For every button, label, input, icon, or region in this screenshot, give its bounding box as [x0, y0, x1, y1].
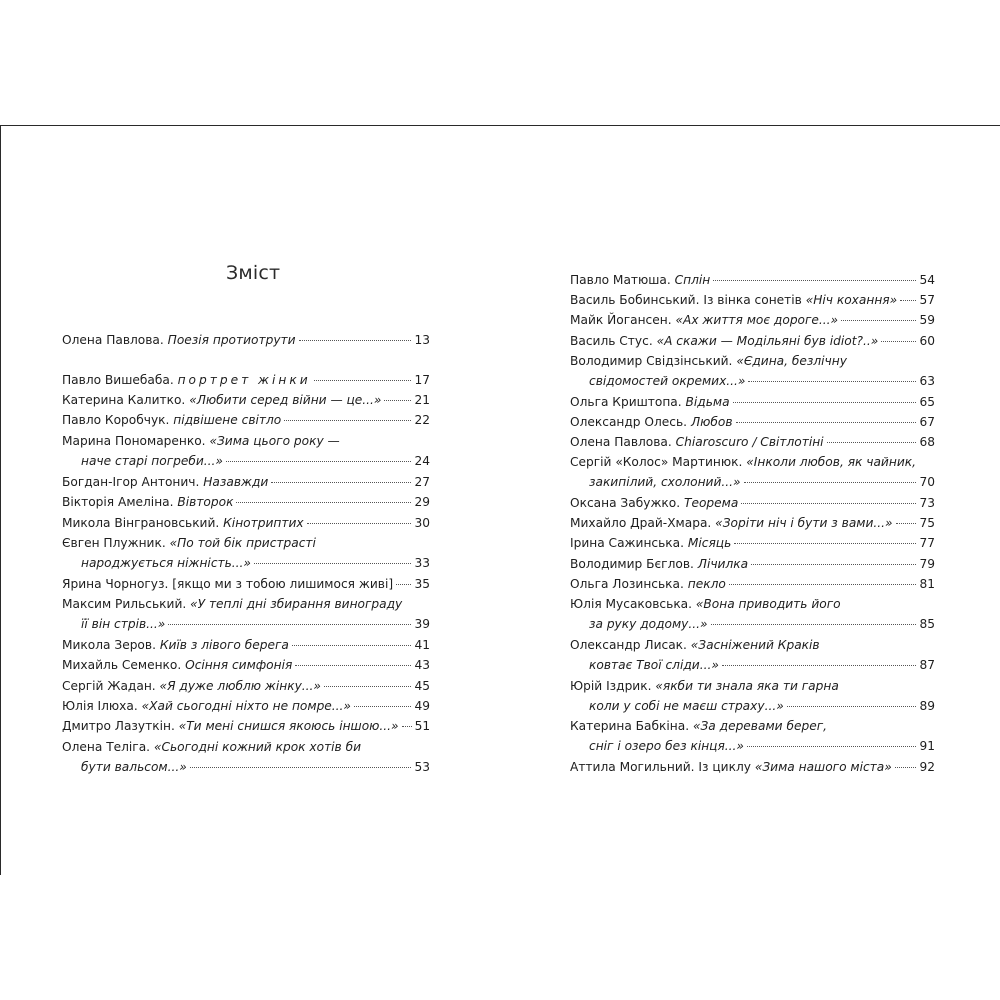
page-number: 85 [919, 617, 935, 632]
page-number: 87 [919, 658, 935, 673]
entry-title: за руку додому...» [589, 617, 708, 632]
dot-leader [733, 402, 917, 403]
entry-author: Богдан-Ігор Антонич. [62, 475, 204, 489]
page-number: 59 [919, 313, 935, 327]
entry-author: Сергій Жадан. [62, 679, 160, 693]
entry-author: Володимир Свідзінський. [570, 354, 737, 368]
toc-entry-line [570, 533, 935, 553]
toc-entry[interactable] [570, 310, 935, 330]
toc-entry-text [589, 655, 719, 675]
entry-title: закипілий, схолоний...» [589, 475, 741, 490]
entry-author: Володимир Бєглов. [570, 557, 698, 571]
toc-entry[interactable] [570, 351, 935, 392]
entry-author: Павло Вишебаба. [62, 373, 178, 387]
entry-title: Поезія протиотрути [167, 333, 296, 347]
page-number: 77 [919, 536, 935, 550]
toc-entry-line [570, 554, 935, 574]
entry-author: Ольга Криштопа. [570, 395, 686, 409]
entry-title: «Зорiти ніч і бути з вами...» [715, 516, 893, 530]
toc-entry-text [570, 310, 838, 330]
toc-entry-line [570, 493, 935, 513]
page-number: 24 [414, 454, 430, 469]
page-number: 67 [919, 415, 935, 429]
page-number: 39 [414, 617, 430, 632]
toc-entry-line [570, 472, 935, 492]
dot-leader [736, 422, 917, 423]
entry-title: Вівторок [177, 495, 234, 509]
toc-entry-line [570, 594, 935, 614]
toc-entry-text [570, 331, 878, 351]
entry-author: Юрій Іздрик. [570, 679, 656, 693]
entry-title: портрет жінки [177, 373, 311, 387]
entry-title: «У теплі дні збирання винограду [190, 597, 403, 611]
page-number: 91 [919, 739, 935, 754]
entry-title: «Вона приводить його [695, 597, 841, 611]
page-number: 33 [414, 556, 430, 571]
toc-entry-line [570, 351, 935, 371]
page-number: 49 [414, 699, 430, 713]
entry-title: сніг і озеро без кінця...» [589, 739, 744, 754]
dot-leader [748, 381, 916, 382]
entry-title-prefix: Із вінка сонетів [703, 293, 806, 307]
toc-entry-text [570, 493, 738, 513]
entry-title: ковтає Твої сліди...» [589, 658, 719, 673]
dot-leader [896, 523, 917, 524]
toc-entry[interactable] [570, 412, 935, 432]
entry-title: народжується ніжність...» [81, 556, 251, 571]
page-number: 53 [414, 760, 430, 775]
entry-title: «Любити серед війни — це...» [189, 393, 382, 407]
entry-title: «Засніжений Краків [690, 638, 820, 652]
toc-entry-text [570, 554, 748, 574]
entry-author: Микола Зеров. [62, 638, 160, 652]
page-number: 17 [414, 373, 430, 387]
entry-title: свідомостей окремих...» [589, 374, 746, 389]
toc-entry-text [570, 412, 733, 432]
entry-title: «А скажи — Модільяні був idiot?..» [656, 334, 879, 348]
dot-leader [729, 584, 917, 585]
toc-entry-text [589, 371, 745, 391]
toc-entry-text [570, 757, 892, 777]
page-number: 13 [414, 333, 430, 347]
toc-entry-line [570, 716, 935, 736]
page-number: 81 [919, 577, 935, 591]
entry-author: Аттила Могильний. [570, 760, 699, 774]
page-number: 70 [919, 475, 935, 490]
entry-title: наче старі погреби...» [81, 454, 223, 469]
entry-title: «Єдина, безлічну [736, 354, 847, 368]
dot-leader [900, 300, 916, 301]
toc-entry-line [570, 290, 935, 310]
page-number: 51 [414, 719, 431, 733]
toc-entry[interactable] [570, 554, 935, 574]
toc-entry[interactable] [570, 452, 935, 493]
entry-title: коли у собі не маєш страху...» [589, 699, 784, 714]
toc-entry-text [570, 597, 841, 611]
entry-author: Павло Матюша. [570, 273, 675, 287]
toc-entry-line [570, 696, 935, 716]
dot-leader [744, 482, 917, 483]
toc-entry-line [570, 513, 935, 533]
entry-title: Сплін [674, 273, 711, 287]
toc-entry[interactable] [570, 757, 935, 777]
page-number: 45 [414, 679, 430, 693]
entry-author: Ольга Лозинська. [570, 577, 688, 591]
entry-author: Олена Теліга. [62, 740, 154, 754]
page-number: 30 [414, 516, 430, 530]
entry-title: підвішене світло [173, 413, 282, 427]
entry-title-prefix: Із циклу [698, 760, 755, 774]
page-number: 29 [414, 495, 430, 509]
toc-entry-text [570, 455, 916, 469]
dot-leader [751, 564, 916, 565]
entry-author: Катерина Бабкіна. [570, 719, 693, 733]
toc-entry-text [570, 270, 710, 290]
entry-title: «За деревами берег, [692, 719, 827, 733]
entry-title: «Ніч кохання» [805, 293, 898, 307]
entry-title: пекло [687, 577, 726, 591]
entry-title: бути вальсом...» [81, 760, 187, 775]
entry-author: Олександр Лисак. [570, 638, 691, 652]
toc-entry-line [570, 310, 935, 330]
entry-title: [якщо ми з тобою лишимося живі] [172, 577, 394, 591]
toc-entry-text [570, 432, 824, 452]
toc-entry-line [570, 452, 935, 472]
dot-leader [841, 320, 916, 321]
page-number: 27 [414, 475, 430, 489]
entry-author: Дмитро Лазуткін. [62, 719, 179, 733]
entry-title: Любов [690, 415, 733, 429]
dot-leader [713, 280, 916, 281]
page-number: 54 [919, 273, 935, 287]
toc-entry[interactable] [570, 676, 935, 717]
entry-author: Ірина Сажинська. [570, 536, 688, 550]
dot-leader [741, 503, 916, 504]
entry-author: Павло Коробчук. [62, 413, 174, 427]
entry-author: Юлія Мусаковська. [570, 597, 696, 611]
entry-title: «Я дуже люблю жінку...» [159, 679, 321, 693]
toc-entry-line [570, 614, 935, 634]
toc-entry-text [589, 736, 744, 756]
entry-title: «Зима цього року — [209, 434, 340, 448]
toc-entry-line [570, 655, 935, 675]
entry-title: її він стрів...» [81, 617, 166, 632]
dot-leader [787, 706, 917, 707]
page-number: 79 [919, 557, 935, 571]
page-number: 65 [919, 395, 935, 409]
toc-entry-text [570, 719, 827, 733]
toc-entry[interactable] [570, 432, 935, 452]
toc-entry-line [570, 635, 935, 655]
entry-title: Chiaroscuro / Світлотіні [675, 435, 824, 449]
dot-leader [734, 543, 916, 544]
toc-entry-text [589, 614, 708, 634]
page-number: 57 [919, 293, 935, 307]
toc-entry-text [570, 354, 847, 368]
toc-entry-text [570, 638, 820, 652]
toc-entry[interactable] [570, 574, 935, 594]
dot-leader [722, 665, 917, 666]
entry-author: Микола Вінграновський. [62, 516, 224, 530]
toc-entry-text [570, 513, 893, 533]
toc-entry[interactable] [570, 533, 935, 553]
toc-entry[interactable] [570, 331, 935, 351]
entry-author: Сергій «Колос» Мартинюк. [570, 455, 747, 469]
entry-author: Василь Стус. [570, 334, 657, 348]
page-number: 68 [919, 435, 935, 449]
page-number: 89 [919, 699, 935, 714]
page-number: 22 [414, 413, 430, 427]
toc-entry[interactable] [570, 290, 935, 310]
toc-entry[interactable] [570, 270, 935, 290]
entry-title: «Ах життя моє дороге...» [675, 313, 839, 327]
entry-author: Олена Павлова. [570, 435, 676, 449]
page-number: 63 [919, 374, 935, 389]
entry-title: «Ти мені снишся якоюсь іншою...» [178, 719, 399, 733]
entry-title: «Хай сьогодні ніхто не помре...» [141, 699, 351, 713]
entry-title: Осіння симфонія [185, 658, 293, 672]
dot-leader [711, 624, 917, 625]
entry-title: Лічилка [697, 557, 749, 571]
entry-title: Відьма [685, 395, 730, 409]
entry-author: Євген Плужник. [62, 536, 170, 550]
toc-entry-line [570, 412, 935, 432]
toc-entry-line [570, 392, 935, 412]
entry-title: «По той бік пристрасті [169, 536, 316, 550]
toc-entry-line [570, 736, 935, 756]
toc-entry-line [570, 757, 935, 777]
toc-entry[interactable] [570, 716, 935, 757]
toc-entry[interactable] [570, 392, 935, 412]
dot-leader [881, 341, 916, 342]
page-number: 21 [414, 393, 430, 407]
entry-author: Олександр Олесь. [570, 415, 691, 429]
toc-entry-text [570, 290, 897, 310]
toc-entry[interactable] [570, 635, 935, 676]
toc-entry-text [570, 679, 839, 693]
entry-title: «Сьогодні кожний крок хотів би [153, 740, 362, 754]
page-number: 41 [414, 638, 430, 652]
toc-entry-line [570, 676, 935, 696]
entry-author: Ярина Чорногуз. [62, 577, 173, 591]
entry-title: Кінотриптих [223, 516, 304, 530]
entry-author: Василь Бобинський. [570, 293, 704, 307]
entry-title: Теорема [684, 496, 739, 510]
toc-entry-text [589, 696, 784, 716]
toc-entry[interactable] [570, 493, 935, 513]
entry-author: Юлія Ілюха. [62, 699, 142, 713]
page-number: 60 [919, 334, 935, 348]
page-number: 35 [414, 577, 430, 591]
toc-entry-line [570, 574, 935, 594]
toc-entry-line [570, 432, 935, 452]
entry-title: Назавжди [203, 475, 269, 489]
toc-entry[interactable] [570, 594, 935, 635]
entry-author: Михайль Семенко. [62, 658, 186, 672]
page-number: 75 [919, 516, 935, 530]
entry-title: Місяць [687, 536, 732, 550]
page-number: 43 [414, 658, 430, 672]
entry-author: Михайло Драй-Хмара. [570, 516, 716, 530]
entry-title: «Зима нашого міста» [754, 760, 892, 774]
entry-author: Катерина Калитко. [62, 393, 190, 407]
toc-entry-text [589, 472, 741, 492]
toc-entry-line [570, 270, 935, 290]
dot-leader [827, 442, 917, 443]
toc-entry-line [570, 331, 935, 351]
entry-author: Максим Рильський. [62, 597, 191, 611]
entry-author: Олена Павлова. [62, 333, 168, 347]
toc-entry-text [570, 533, 731, 553]
entry-title: «якби ти знала яка ти гарна [655, 679, 839, 693]
entry-author: Майк Йогансен. [570, 313, 676, 327]
toc-entry-text [570, 574, 726, 594]
dot-leader [747, 746, 917, 747]
toc-entry-line [570, 371, 935, 391]
toc-entry[interactable] [570, 513, 935, 533]
page-number: 92 [919, 760, 935, 774]
entry-title: «Інколи любов, як чайник, [746, 455, 916, 469]
page-title: Зміст [226, 262, 281, 284]
toc-entry-text [570, 392, 730, 412]
entry-author: Марина Пономаренко. [62, 434, 210, 448]
page-number: 73 [919, 496, 935, 510]
entry-title: Київ з лівого берега [159, 638, 289, 652]
entry-author: Вікторія Амеліна. [62, 495, 178, 509]
dot-leader [895, 767, 917, 768]
entry-author: Оксана Забужко. [570, 496, 684, 510]
